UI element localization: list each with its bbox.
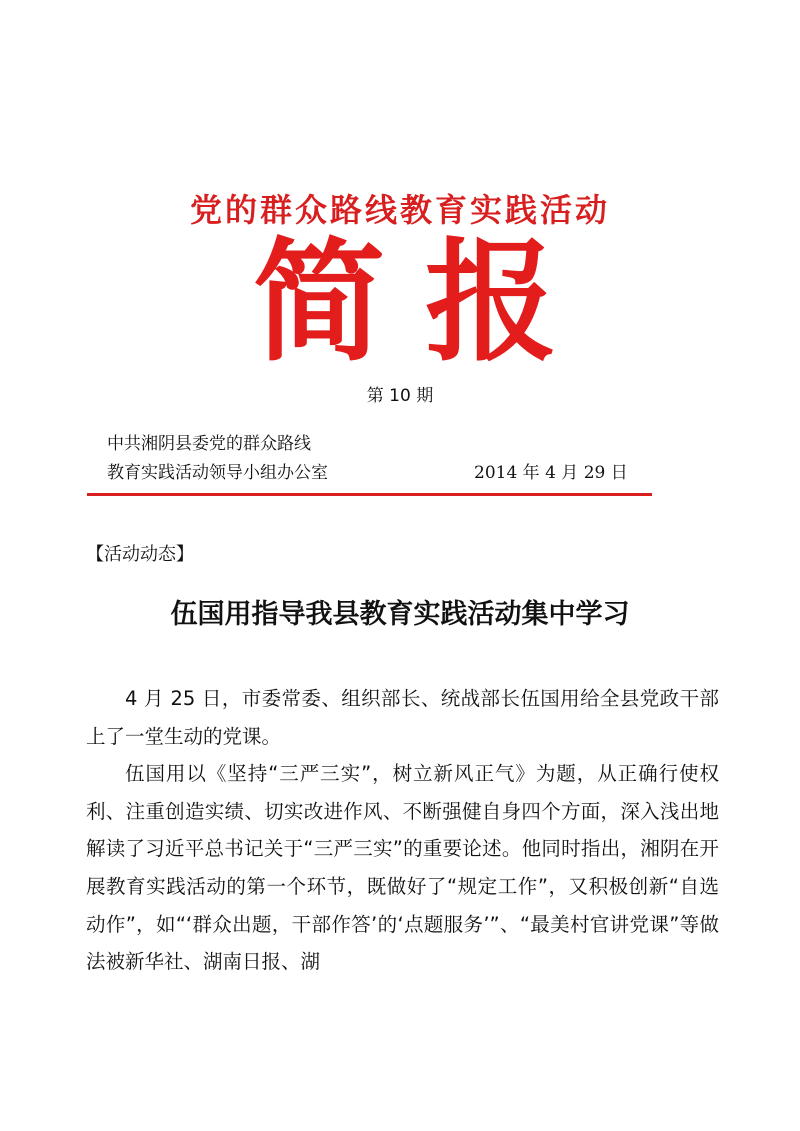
article-paragraph: 伍国用以《坚持“三严三实”，树立新风正气》为题，从正确行使权利、注重创造实绩、切实改进作风、不断强健自身四个方面，深入浅出地解读了习近平总书记关于“三严三实”的重要论述。他同时指出，湘阴在开展教育实践活动的第一个环节，既做好了“规定工作”，又积极创新“自选动作”，如“‘群众出题，干部作答’的‘点题服务’”、“最美村官讲党课”等做法被新华社、湖南日报、湖 bbox=[86, 762, 719, 974]
org-line-2: 教育实践活动领导小组办公室 bbox=[107, 463, 328, 483]
masthead-char-jian: 简 bbox=[253, 226, 385, 380]
bulletin-masthead bbox=[0, 228, 800, 378]
issuing-organization bbox=[107, 430, 328, 488]
article-paragraph: 4 月 25 日，市委常委、组织部长、统战部长伍国用给全县党政干部上了一堂生动的党课。 bbox=[86, 687, 719, 748]
article-body bbox=[86, 680, 719, 981]
header-divider bbox=[87, 493, 652, 496]
bulletin-series-title: 党的群众路线教育实践活动 bbox=[189, 191, 610, 229]
section-tag: 【活动动态】 bbox=[86, 544, 194, 565]
org-line-1: 中共湘阴县委党的群众路线 bbox=[107, 434, 311, 454]
masthead-char-bao: 报 bbox=[425, 226, 557, 380]
article-title: 伍国用指导我县教育实践活动集中学习 bbox=[170, 599, 630, 630]
issue-number: 第 10 期 bbox=[366, 386, 434, 406]
issue-date: 2014 年 4 月 29 日 bbox=[474, 463, 628, 483]
